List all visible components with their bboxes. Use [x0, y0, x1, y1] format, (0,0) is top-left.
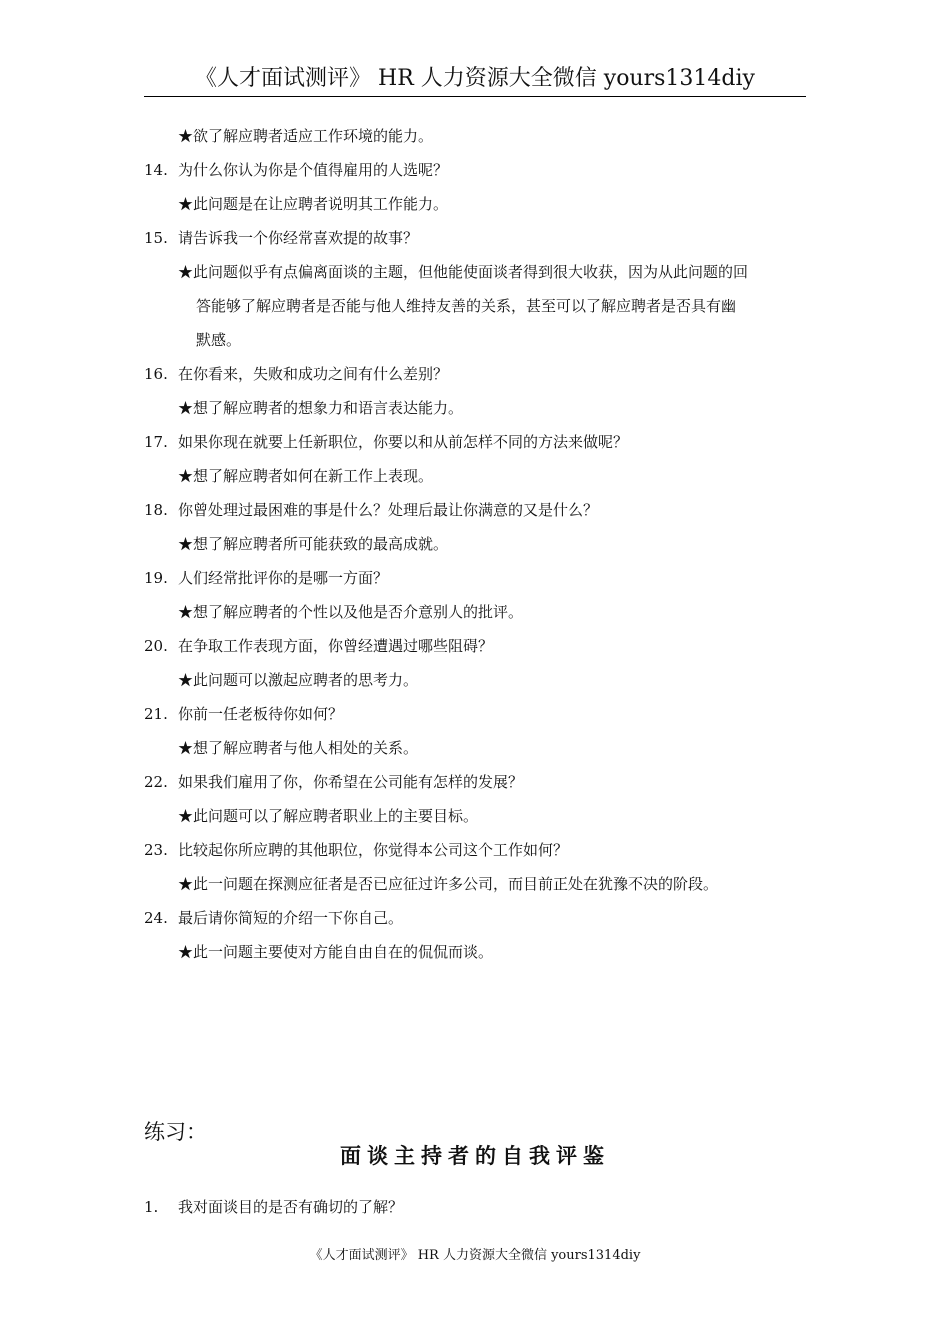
question-line [0, 901, 950, 935]
question-number: 15. [144, 229, 168, 247]
note-line [0, 731, 950, 765]
question-line [0, 833, 950, 867]
note-line [0, 867, 950, 901]
question-number: 16. [144, 365, 168, 383]
note-line [0, 459, 950, 493]
question-text: 你曾处理过最困难的事是什么？处理后最让你满意的又是什么？ [178, 501, 599, 519]
question-line [0, 561, 950, 595]
question-note: ★此问题似乎有点偏离面谈的主题，但他能使面谈者得到很大收获，因为从此问题的回 [178, 263, 749, 281]
note-line [0, 663, 950, 697]
question-text: 人们经常批评你的是哪一方面？ [178, 569, 389, 587]
question-text: 为什么你认为你是个值得雇用的人选呢？ [178, 161, 449, 179]
question-text: 你前一任老板待你如何？ [178, 705, 344, 723]
question-note: ★想了解应聘者与他人相处的关系。 [178, 739, 419, 757]
question-text: 如果我们雇用了你，你希望在公司能有怎样的发展？ [178, 773, 524, 791]
question-number: 22. [144, 773, 168, 791]
exercise-item [0, 1190, 950, 1224]
exercise-item-number: 1. [144, 1198, 159, 1216]
question-note: ★想了解应聘者的个性以及他是否介意别人的批评。 [178, 603, 524, 621]
page-header-title: 《人才面试测评》 HR 人力资源大全微信 yours1314diy [195, 66, 755, 91]
question-note: 答能够了解应聘者是否能与他人维持友善的关系，甚至可以了解应聘者是否具有幽 [196, 297, 737, 315]
section-title: 面谈主持者的自我评鉴 [340, 1144, 610, 1168]
exercise-label: 练习： [144, 1120, 207, 1144]
question-note: ★想了解应聘者如何在新工作上表现。 [178, 467, 434, 485]
question-note: 默感。 [196, 331, 242, 349]
question-text: 请告诉我一个你经常喜欢提的故事？ [178, 229, 419, 247]
question-line [0, 765, 950, 799]
question-number: 19. [144, 569, 168, 587]
note-line [0, 255, 950, 289]
question-number: 21. [144, 705, 168, 723]
question-note: ★此问题是在让应聘者说明其工作能力。 [178, 195, 449, 213]
header-divider [144, 96, 806, 97]
question-line [0, 629, 950, 663]
question-line [0, 425, 950, 459]
question-line [0, 493, 950, 527]
question-number: 14. [144, 161, 168, 179]
page-footer: 《人才面试测评》 HR 人力资源大全微信 yours1314diy [309, 1248, 641, 1263]
intro-note-line [0, 119, 950, 153]
question-number: 18. [144, 501, 168, 519]
note-line [0, 527, 950, 561]
question-line [0, 697, 950, 731]
question-line [0, 221, 950, 255]
question-note: ★此问题可以了解应聘者职业上的主要目标。 [178, 807, 479, 825]
question-line [0, 357, 950, 391]
note-line [0, 391, 950, 425]
question-note: ★想了解应聘者所可能获致的最高成就。 [178, 535, 449, 553]
question-note: ★此一问题在探测应征者是否已应征过许多公司，而目前正处在犹豫不决的阶段。 [178, 875, 719, 893]
question-text: 在争取工作表现方面，你曾经遭遇过哪些阻碍？ [178, 637, 494, 655]
question-number: 24. [144, 909, 168, 927]
question-number: 23. [144, 841, 168, 859]
question-number: 17. [144, 433, 168, 451]
question-text: 在你看来，失败和成功之间有什么差别？ [178, 365, 449, 383]
note-line [0, 289, 950, 323]
note-line [0, 799, 950, 833]
question-note: ★此一问题主要使对方能自由自在的侃侃而谈。 [178, 943, 494, 961]
note-line [0, 935, 950, 969]
question-list [0, 119, 950, 969]
note-line [0, 323, 950, 357]
question-text: 比较起你所应聘的其他职位，你觉得本公司这个工作如何？ [178, 841, 569, 859]
question-note: ★此问题可以激起应聘者的思考力。 [178, 671, 419, 689]
question-line [0, 153, 950, 187]
intro-note: ★欲了解应聘者适应工作环境的能力。 [178, 127, 434, 145]
question-number: 20. [144, 637, 168, 655]
question-text: 如果你现在就要上任新职位，你要以和从前怎样不同的方法来做呢？ [178, 433, 629, 451]
note-line [0, 187, 950, 221]
exercise-item-question: 我对面谈目的是否有确切的了解？ [178, 1198, 404, 1216]
note-line [0, 595, 950, 629]
question-note: ★想了解应聘者的想象力和语言表达能力。 [178, 399, 464, 417]
question-text: 最后请你简短的介绍一下你自己。 [178, 909, 404, 927]
